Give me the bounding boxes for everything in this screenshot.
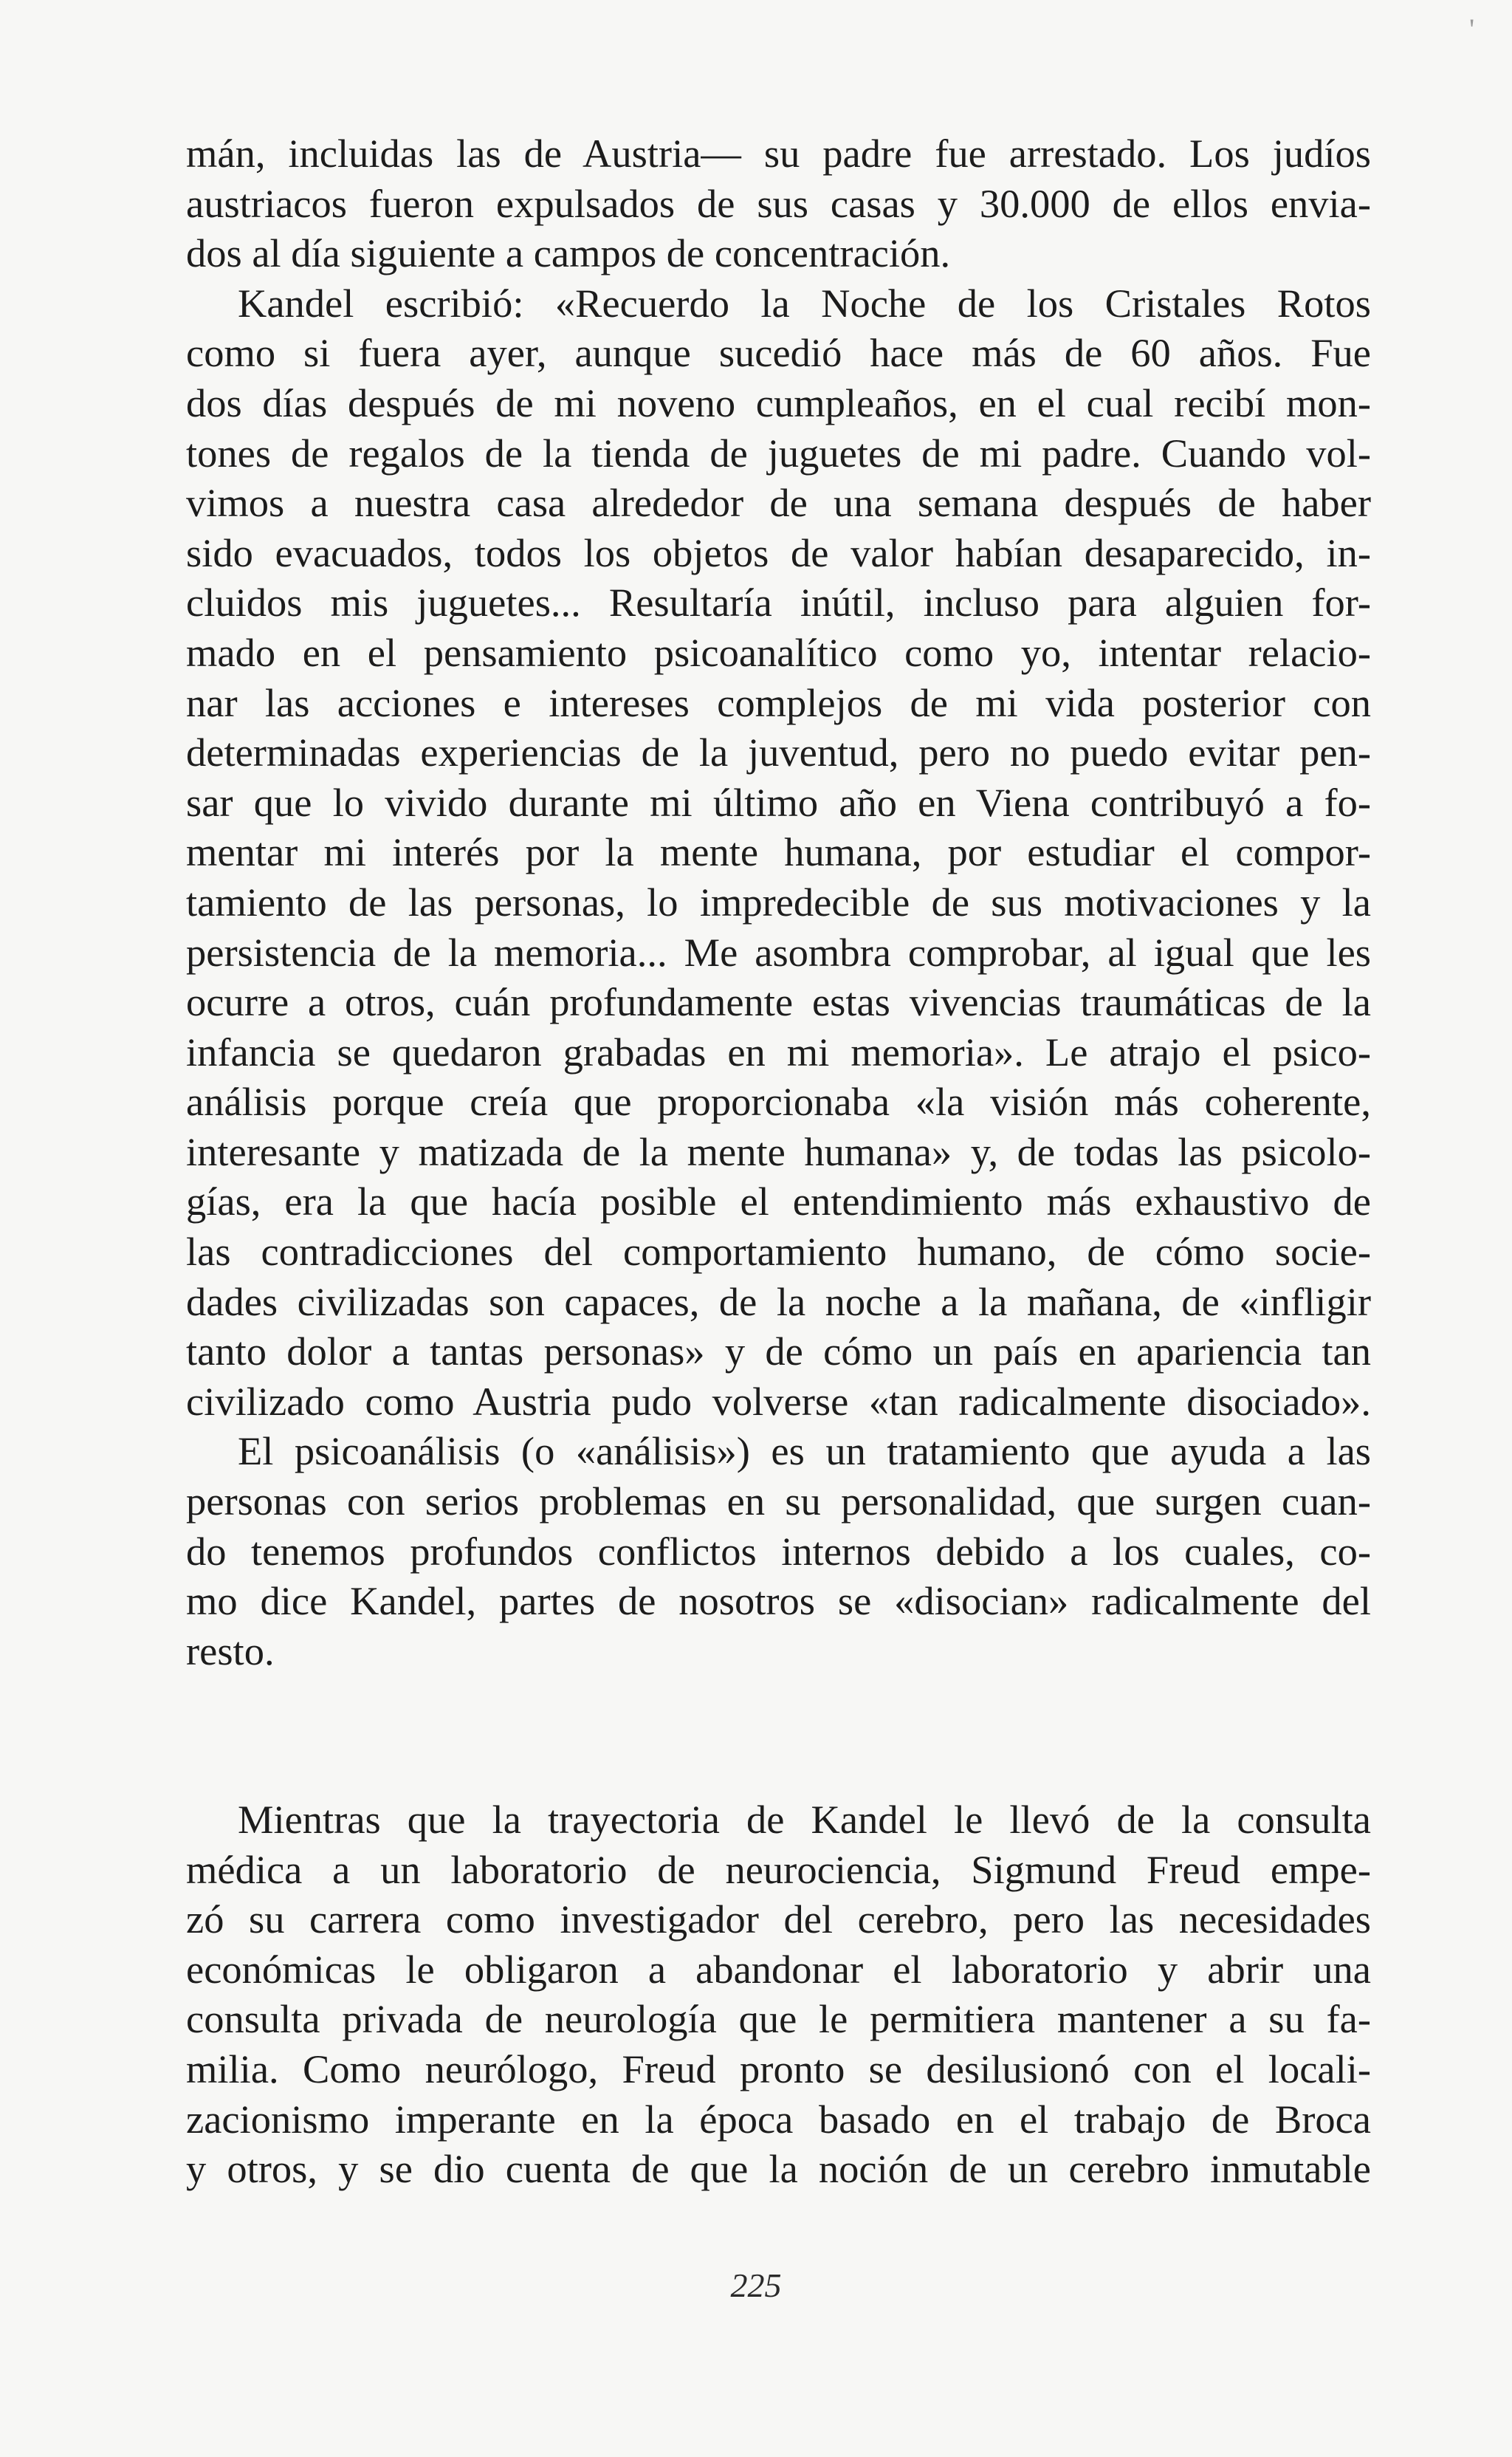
text-line: consulta privada de neurología que le permitiera mantener a su fa- — [186, 1996, 1371, 2042]
text-line: civilizado como Austria pudo volverse «tan radicalmente disociado». — [186, 1378, 1371, 1424]
text-line: dos días después de mi noveno cumpleaños, en el cual recibí mon- — [186, 380, 1371, 425]
text-line: dos al día siguiente a campos de concentración. — [186, 230, 951, 276]
text-line: tamiento de las personas, lo impredecible de sus motivaciones y la — [186, 879, 1371, 925]
text-line: persistencia de la memoria... Me asombra comprobar, al igual que les — [186, 929, 1371, 975]
text-line: determinadas experiencias de la juventud, pero no puedo evitar pen- — [186, 730, 1371, 775]
text-line: austriacos fueron expulsados de sus casas y 30.000 de ellos envia- — [186, 180, 1371, 226]
text-line: Kandel escribió: «Recuerdo la Noche de los Cristales Rotos — [238, 280, 1371, 326]
text-line: zacionismo imperante en la época basado en el trabajo de Broca — [186, 2096, 1371, 2142]
text-line: y otros, y se dio cuenta de que la noción de un cerebro inmutable — [186, 2146, 1371, 2192]
text-line: económicas le obligaron a abandonar el laboratorio y abrir una — [186, 1946, 1371, 1992]
margin-mark: ' — [1469, 13, 1475, 46]
text-line: infancia se quedaron grabadas en mi memoria». Le atrajo el psico- — [186, 1029, 1371, 1075]
text-line: ocurre a otros, cuán profundamente estas vivencias traumáticas de la — [186, 979, 1371, 1025]
text-line: El psicoanálisis (o «análisis») es un tratamiento que ayuda a las — [238, 1428, 1371, 1474]
text-line: sido evacuados, todos los objetos de valor habían desaparecido, in- — [186, 530, 1371, 575]
text-line: cluidos mis juguetes... Resultaría inútil, incluso para alguien for- — [186, 580, 1371, 626]
text-line: personas con serios problemas en su personalidad, que surgen cuan- — [186, 1478, 1371, 1524]
text-line: mán, incluidas las de Austria— su padre fue arrestado. Los judíos — [186, 131, 1371, 176]
body-text-block-2 — [186, 1795, 1371, 2194]
text-line: mentar mi interés por la mente humana, por estudiar el compor- — [186, 829, 1371, 875]
text-line: resto. — [186, 1628, 275, 1673]
text-line: nar las acciones e intereses complejos de mi vida posterior con — [186, 679, 1371, 725]
text-line: dades civilizadas son capaces, de la noche a la mañana, de «infligir — [186, 1278, 1371, 1324]
text-line: sar que lo vivido durante mi último año en Viena contribuyó a fo- — [186, 779, 1371, 825]
text-line: mo dice Kandel, partes de nosotros se «disocian» radicalmente del — [186, 1578, 1371, 1624]
text-line: interesante y matizada de la mente humana» y, de todas las psicolo- — [186, 1128, 1371, 1174]
text-line: mado en el pensamiento psicoanalítico como yo, intentar relacio- — [186, 629, 1371, 675]
text-line: tones de regalos de la tienda de juguetes de mi padre. Cuando vol- — [186, 430, 1371, 476]
text-line: milia. Como neurólogo, Freud pronto se desilusionó con el locali- — [186, 2046, 1371, 2091]
text-line: Mientras que la trayectoria de Kandel le llevó de la consulta — [238, 1797, 1371, 1842]
text-line: tanto dolor a tantas personas» y de cómo un país en apariencia tan — [186, 1329, 1371, 1374]
text-line: las contradicciones del comportamiento humano, de cómo socie- — [186, 1229, 1371, 1275]
text-line: do tenemos profundos conflictos internos debido a los cuales, co- — [186, 1528, 1371, 1574]
body-text-block-1 — [186, 128, 1371, 1676]
text-line: análisis porque creía que proporcionaba «la visión más coherente, — [186, 1079, 1371, 1125]
text-line: zó su carrera como investigador del cerebro, pero las necesidades — [186, 1896, 1371, 1942]
page-number: 225 — [730, 2266, 782, 2304]
text-line: como si fuera ayer, aunque sucedió hace más de 60 años. Fue — [186, 330, 1371, 376]
text-line: médica a un laboratorio de neurociencia, Sigmund Freud empe- — [186, 1846, 1371, 1892]
text-line: gías, era la que hacía posible el entendimiento más exhaustivo de — [186, 1179, 1371, 1224]
text-line: vimos a nuestra casa alrededor de una semana después de haber — [186, 480, 1371, 526]
